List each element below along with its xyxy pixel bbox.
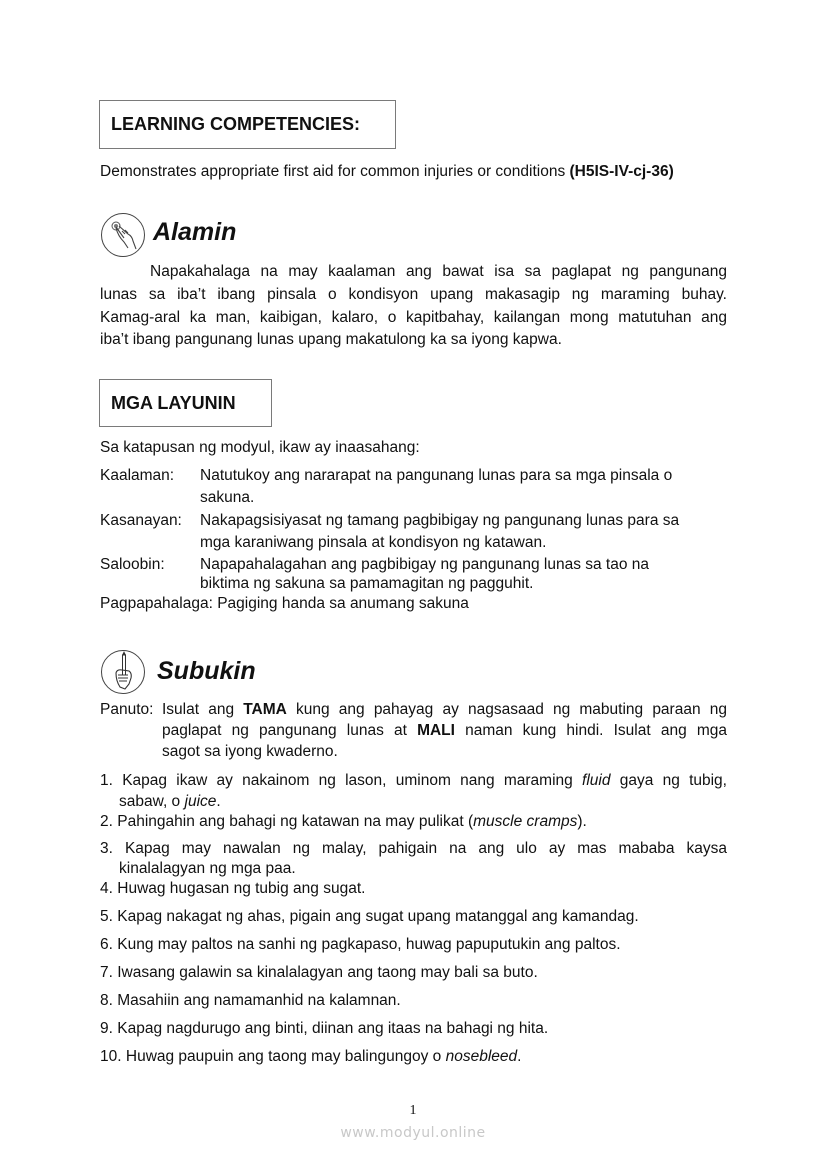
quiz-item-4	[100, 879, 365, 899]
quiz-item-1-line-2	[119, 792, 221, 812]
page-number: 1	[409, 1103, 417, 1118]
watermark: www.modyul.online	[340, 1125, 486, 1141]
item-text: Huwag hugasan ng tubig ang sugat.	[117, 880, 366, 897]
quiz-item-3-line-2: kinalalagyan ng mga paa.	[119, 860, 296, 877]
pointing-hand-icon	[101, 213, 145, 257]
item-number: 1.	[100, 772, 113, 789]
competency-code: (H5IS-IV-cj-36)	[569, 163, 674, 180]
item-text: Masahiin ang namamanhid na kalamnan.	[117, 992, 401, 1009]
item-number: 9.	[100, 1020, 113, 1037]
item-text-italic: juice	[184, 793, 217, 810]
objective-label-kasanayan: Kasanayan:	[100, 512, 182, 529]
alamin-paragraph-line-3: Kamag-aral ka man, kaibigan, kalaro, o kapitbahay, kailangan mong matutuhan ang	[100, 309, 727, 326]
item-text: ).	[577, 813, 587, 830]
alamin-paragraph-line-2: lunas sa iba’t ibang pinsala o kondisyon upang makasagip ng maraming buhay.	[100, 286, 727, 303]
objective-text-kasanayan-1: Nakapagsisiyasat ng tamang pagbibigay ng pangunang lunas para sa	[200, 512, 680, 529]
quiz-item-8	[100, 991, 401, 1011]
item-number: 2.	[100, 813, 113, 830]
item-text: Kung may paltos na sanhi ng pagkapaso, huwag papuputukin ang paltos.	[117, 936, 621, 953]
quiz-item-7	[100, 963, 538, 983]
item-text: Pahingahin ang bahagi ng katawan na may pulikat (	[117, 813, 474, 830]
quiz-item-2	[100, 812, 587, 832]
layunin-heading: MGA LAYUNIN	[111, 392, 236, 413]
subukin-title: Subukin	[157, 657, 256, 685]
objective-pagpapahalaga: Pagpapahalaga: Pagiging handa sa anumang sakuna	[100, 595, 469, 612]
item-number: 5.	[100, 908, 113, 925]
objective-text-kaalaman-1: Natutukoy ang nararapat na pangunang lunas para sa mga pinsala o	[200, 467, 673, 484]
item-text-italic: fluid	[582, 772, 611, 789]
quiz-item-3	[100, 839, 727, 859]
item-number: 8.	[100, 992, 113, 1009]
item-text: Kapag may nawalan ng malay, pahigain na ang ulo ay mas mababa kaysa	[124, 840, 727, 857]
learning-competencies-heading-box	[99, 100, 396, 149]
panuto-tama: TAMA	[243, 701, 287, 718]
panuto-text: Isulat ang	[162, 701, 244, 718]
competency-description: Demonstrates appropriate first aid for common injuries or conditions	[100, 163, 570, 180]
panuto-text: kung ang pahayag ay nagsasaad ng mabuting paraan ng	[286, 701, 727, 718]
item-text: Iwasang galawin sa kinalalagyan ang taong may bali sa buto.	[117, 964, 538, 981]
learning-competencies-heading: LEARNING COMPETENCIES:	[111, 114, 361, 134]
quiz-item-6	[100, 935, 621, 955]
alamin-paragraph-line-4: iba’t ibang pangunang lunas upang makatulong ka sa iyong kapwa.	[100, 331, 562, 348]
item-text: .	[517, 1048, 522, 1065]
layunin-heading-box	[99, 379, 272, 427]
quiz-item-10	[100, 1047, 521, 1067]
item-text: Kapag nakagat ng ahas, pigain ang sugat upang matanggal ang kamandag.	[117, 908, 639, 925]
objective-text-saloobin-2: biktima ng sakuna sa pamamagitan ng pagguhit.	[200, 575, 534, 592]
panuto-line-1	[162, 700, 727, 720]
panuto-text: paglapat ng pangunang lunas at	[162, 722, 418, 739]
item-text: sabaw, o	[119, 793, 185, 810]
item-number: 10.	[100, 1048, 122, 1065]
item-text: Huwag paupuin ang taong may balingungoy o	[125, 1048, 446, 1065]
quiz-item-1	[100, 771, 727, 791]
item-text: gaya ng tubig,	[610, 772, 727, 789]
panuto-label: Panuto:	[100, 701, 154, 718]
panuto-line-2	[162, 721, 727, 741]
item-number: 6.	[100, 936, 113, 953]
alamin-title: Alamin	[153, 218, 237, 246]
objective-text-kasanayan-2: mga karaniwang pinsala at kondisyon ng katawan.	[200, 534, 547, 551]
panuto-mali: MALI	[417, 722, 455, 739]
panuto-text: naman kung hindi. Isulat ang mga	[454, 722, 727, 739]
quiz-item-5	[100, 907, 639, 927]
alamin-paragraph-line-1: Napakahalaga na may kaalaman ang bawat isa sa paglapat ng pangunang	[150, 263, 727, 280]
item-text-italic: muscle cramps	[473, 813, 578, 830]
layunin-intro: Sa katapusan ng modyul, ikaw ay inaasahang:	[100, 439, 420, 456]
item-text: Kapag nagdurugo ang binti, diinan ang itaas na bahagi ng hita.	[117, 1020, 549, 1037]
item-number: 7.	[100, 964, 113, 981]
item-number: 4.	[100, 880, 113, 897]
objective-text-kaalaman-2: sakuna.	[200, 489, 255, 506]
hand-holding-pencil-icon	[101, 650, 145, 694]
item-text: Kapag ikaw ay nakainom ng lason, uminom nang maraming	[122, 772, 583, 789]
item-text: .	[216, 793, 221, 810]
panuto-line-3: sagot sa iyong kwaderno.	[162, 743, 338, 760]
objective-label-kaalaman: Kaalaman:	[100, 467, 175, 484]
objective-label-saloobin: Saloobin:	[100, 556, 165, 573]
item-text-italic: nosebleed	[445, 1048, 518, 1065]
objective-text-saloobin-1: Napapahalagahan ang pagbibigay ng pangunang lunas sa tao na	[200, 556, 650, 573]
learning-competency-text	[100, 162, 674, 182]
item-number: 3.	[100, 840, 113, 857]
quiz-item-9	[100, 1019, 548, 1039]
